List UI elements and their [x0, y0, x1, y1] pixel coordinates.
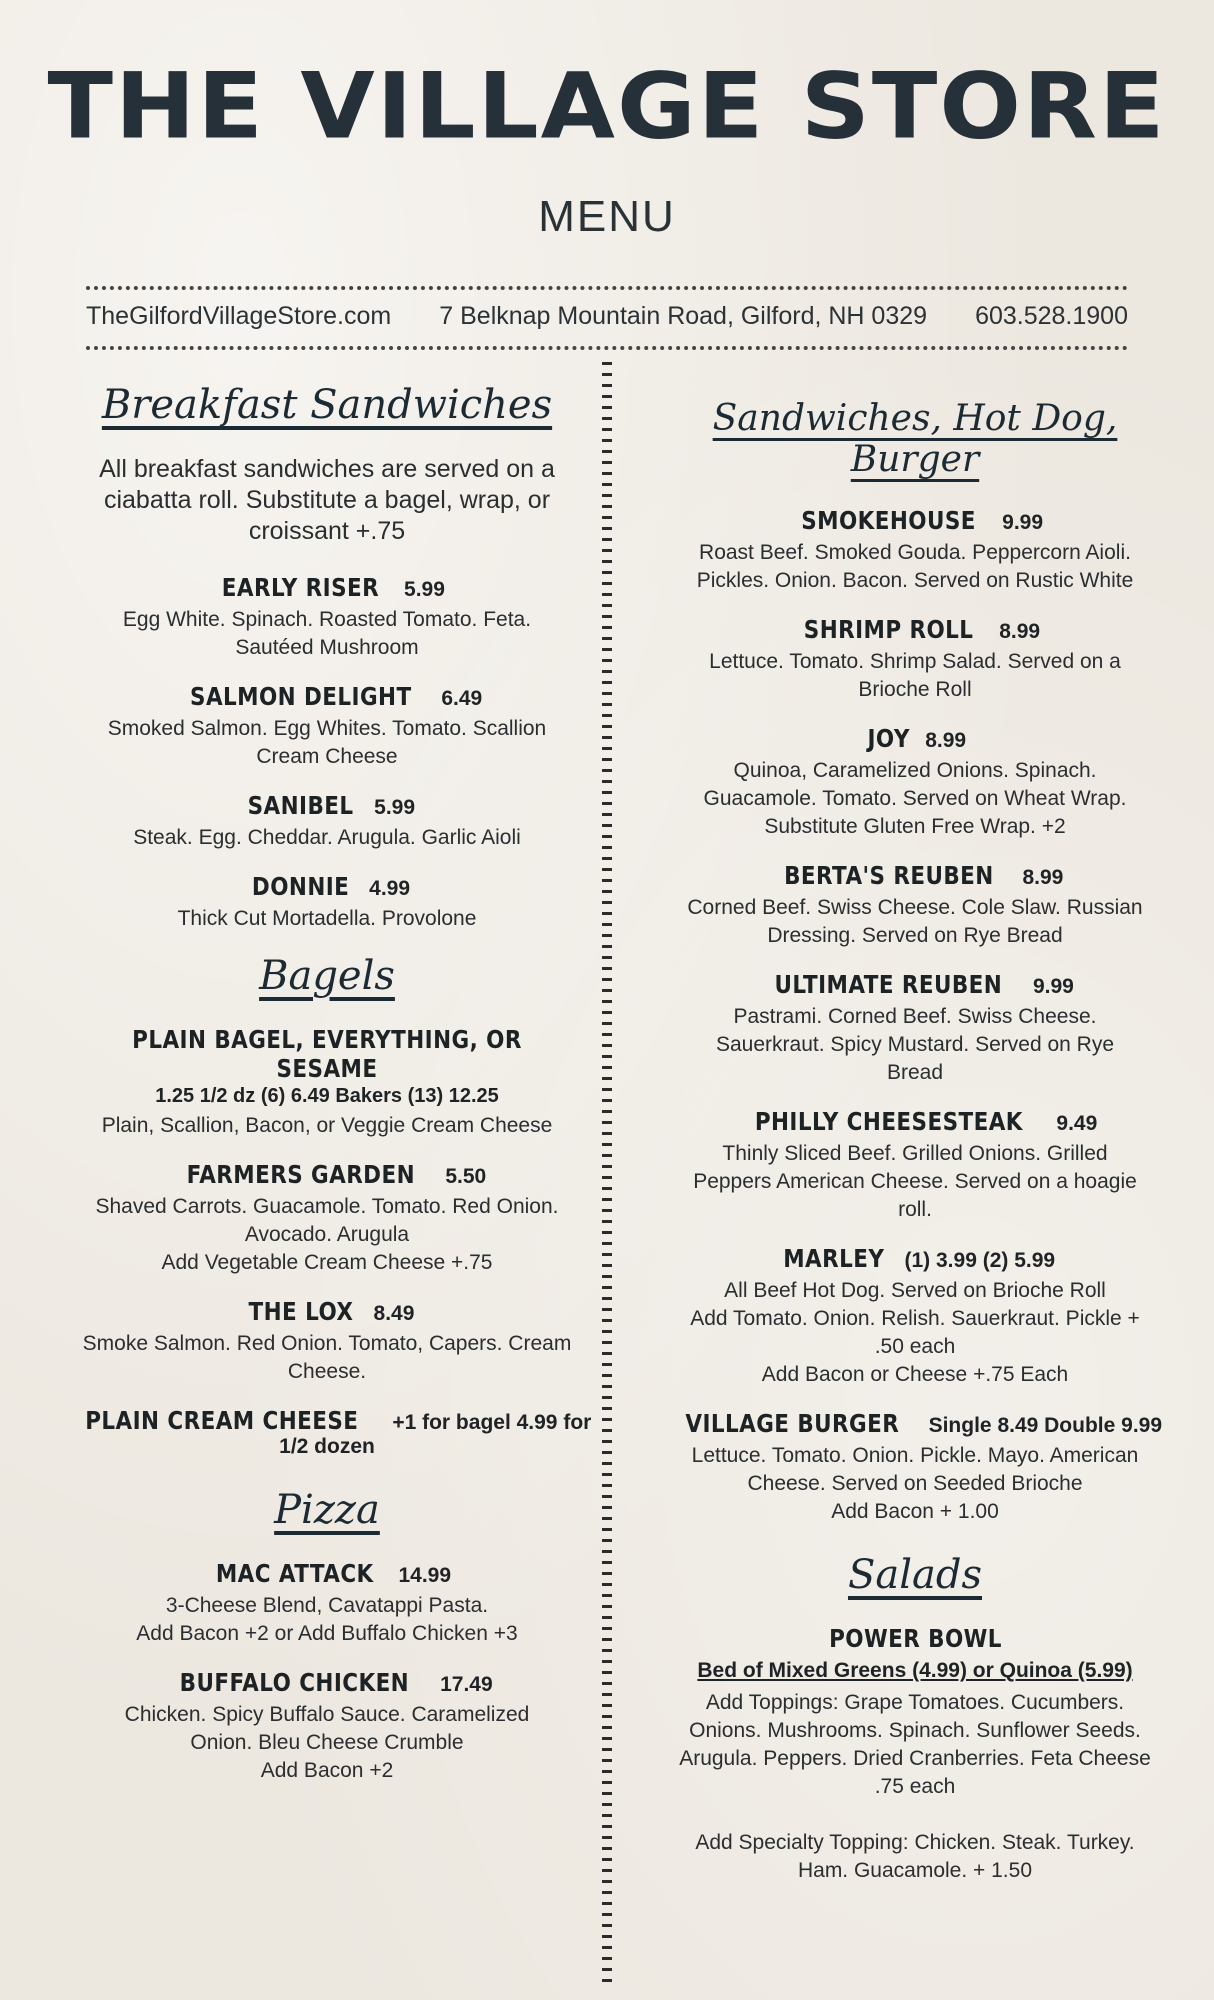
- item-name: MAC ATTACK: [215, 1559, 374, 1588]
- item-description: Lettuce. Tomato. Onion. Pickle. Mayo. American Cheese. Served on Seeded Brioche Add Bacon + 1.00: [691, 1444, 1139, 1523]
- item-name: EARLY RISER: [221, 573, 380, 602]
- item-name: SHRIMP ROLL: [803, 615, 974, 644]
- menu-item: [650, 724, 1180, 841]
- menu-item: [650, 615, 1180, 704]
- menu-item: [62, 1559, 592, 1648]
- item-name: BERTA'S REUBEN: [783, 861, 994, 890]
- item-description: Roast Beef. Smoked Gouda. Peppercorn Aioli. Pickles. Onion. Bacon. Served on Rustic White: [696, 541, 1134, 592]
- item-price: 8.99: [1022, 866, 1064, 889]
- menu-label: MENU: [538, 192, 676, 241]
- item-description: Quinoa, Caramelized Onions. Spinach. Guacamole. Tomato. Served on Wheat Wrap. Substitute Gluten Free Wrap. +2: [703, 759, 1127, 838]
- contact-bar: [86, 302, 1128, 331]
- item-description: All Beef Hot Dog. Served on Brioche Roll Add Tomato. Onion. Relish. Sauerkraut. Pickle + .50 each Add Bacon or Cheese +.75 Each: [690, 1279, 1140, 1386]
- column-divider: [602, 362, 612, 1982]
- item-name: SMOKEHOUSE: [801, 506, 976, 535]
- phone-text: 603.528.1900: [975, 302, 1128, 330]
- item-description: Thick Cut Mortadella. Provolone: [177, 907, 477, 930]
- menu-item: [650, 1409, 1180, 1526]
- menu-item: [62, 872, 592, 933]
- right-column: [650, 398, 1180, 1905]
- item-name: JOY: [867, 724, 910, 753]
- item-name: VILLAGE BURGER: [685, 1409, 900, 1438]
- item-price: 9.49: [1056, 1112, 1098, 1135]
- item-description: Add Toppings: Grape Tomatoes. Cucumbers. Onions. Mushrooms. Spinach. Sunflower Seeds. Arugula. Peppers. Dried Cranberries. Feta Cheese .75 each Add Specialty Topping: Chicken. Steak. Turkey. Ham. Guacamole. + 1.50: [679, 1691, 1151, 1882]
- item-description: Chicken. Spicy Buffalo Sauce. Caramelized Onion. Bleu Cheese Crumble Add Bacon +2: [124, 1703, 530, 1782]
- item-name: POWER BOWL: [828, 1624, 1002, 1653]
- item-description: Plain, Scallion, Bacon, or Veggie Cream Cheese: [101, 1114, 553, 1137]
- item-price: 6.49: [441, 687, 483, 710]
- section-title-pizza: Pizza: [274, 1487, 380, 1533]
- item-price: 8.99: [999, 620, 1041, 643]
- section-title-salads: Salads: [847, 1552, 983, 1598]
- item-description: Corned Beef. Swiss Cheese. Cole Slaw. Russian Dressing. Served on Rye Bread: [687, 896, 1143, 947]
- dotted-divider-bottom: [86, 346, 1128, 350]
- menu-item: [650, 970, 1180, 1087]
- item-name: PLAIN CREAM CHEESE: [84, 1406, 359, 1435]
- item-description: Smoke Salmon. Red Onion. Tomato, Capers. Cream Cheese.: [82, 1332, 572, 1383]
- item-price: +1 for bagel 4.99 for 1/2 dozen: [279, 1411, 592, 1458]
- breakfast-intro: All breakfast sandwiches are served on a ciabatta roll. Substitute a bagel, wrap, or croissant +.75: [99, 455, 555, 545]
- item-price: 9.99: [1002, 511, 1044, 534]
- menu-item: [650, 861, 1180, 950]
- item-name: SANIBEL: [247, 791, 354, 820]
- item-description: Steak. Egg. Cheddar. Arugula. Garlic Aioli: [133, 826, 521, 849]
- address-text: 7 Belknap Mountain Road, Gilford, NH 0329: [439, 302, 928, 330]
- menu-item: [62, 791, 592, 852]
- item-price: 5.50: [445, 1165, 487, 1188]
- item-price: 8.99: [925, 729, 967, 752]
- item-price: 14.99: [398, 1564, 452, 1587]
- dotted-divider-top: [86, 286, 1128, 290]
- item-name: PHILLY CHEESESTEAK: [754, 1107, 1023, 1136]
- left-column: [62, 382, 592, 1805]
- item-name: FARMERS GARDEN: [186, 1160, 415, 1189]
- item-name: BUFFALO CHICKEN: [180, 1668, 410, 1697]
- menu-item: [650, 1244, 1180, 1389]
- item-price: 4.99: [369, 877, 411, 900]
- item-price: Single 8.49 Double 9.99: [928, 1414, 1163, 1437]
- menu-item: [650, 506, 1180, 595]
- menu-item: [62, 573, 592, 662]
- menu-item: [62, 1297, 592, 1386]
- section-title-bagels: Bagels: [259, 953, 395, 999]
- item-description: Egg White. Spinach. Roasted Tomato. Feta. Sautéed Mushroom: [122, 608, 532, 659]
- menu-item: [62, 1406, 592, 1459]
- website-text: TheGilfordVillageStore.com: [86, 302, 392, 330]
- item-description: Thinly Sliced Beef. Grilled Onions. Grilled Peppers American Cheese. Served on a hoagie roll.: [693, 1142, 1137, 1221]
- item-name: DONNIE: [251, 872, 350, 901]
- item-price: 5.99: [374, 796, 416, 819]
- item-name: PLAIN BAGEL, EVERYTHING, OR SESAME: [132, 1025, 522, 1083]
- item-base-options: Bed of Mixed Greens (4.99) or Quinoa (5.99): [697, 1659, 1133, 1682]
- section-title-sandwiches: Sandwiches, Hot Dog, Burger: [712, 398, 1118, 480]
- item-description: Lettuce. Tomato. Shrimp Salad. Served on a Brioche Roll: [709, 650, 1121, 701]
- menu-item: [62, 682, 592, 771]
- item-price-options: 1.25 1/2 dz (6) 6.49 Bakers (13) 12.25: [155, 1085, 499, 1107]
- item-description: Smoked Salmon. Egg Whites. Tomato. Scallion Cream Cheese: [107, 717, 547, 768]
- menu-item: [62, 1160, 592, 1277]
- item-price: 17.49: [440, 1673, 493, 1696]
- item-price: 8.49: [373, 1302, 415, 1325]
- menu-item: [650, 1624, 1180, 1885]
- item-name: THE LOX: [248, 1297, 353, 1326]
- item-description: 3-Cheese Blend, Cavatappi Pasta. Add Bacon +2 or Add Buffalo Chicken +3: [136, 1594, 518, 1645]
- menu-item: [62, 1025, 592, 1140]
- menu-item: [62, 1668, 592, 1785]
- item-name: ULTIMATE REUBEN: [774, 970, 1003, 999]
- item-name: SALMON DELIGHT: [189, 682, 412, 711]
- section-title-breakfast: Breakfast Sandwiches: [101, 382, 553, 428]
- menu-item: [650, 1107, 1180, 1224]
- item-description: Pastrami. Corned Beef. Swiss Cheese. Sauerkraut. Spicy Mustard. Served on Rye Bread: [715, 1005, 1114, 1084]
- item-price: 5.99: [404, 578, 445, 601]
- store-title: THE VILLAGE STORE: [47, 52, 1167, 160]
- item-price: 9.99: [1032, 975, 1074, 998]
- item-name: MARLEY: [783, 1244, 885, 1273]
- item-description: Shaved Carrots. Guacamole. Tomato. Red Onion. Avocado. Arugula Add Vegetable Cream Cheese +.75: [95, 1195, 559, 1274]
- item-price: (1) 3.99 (2) 5.99: [904, 1249, 1056, 1272]
